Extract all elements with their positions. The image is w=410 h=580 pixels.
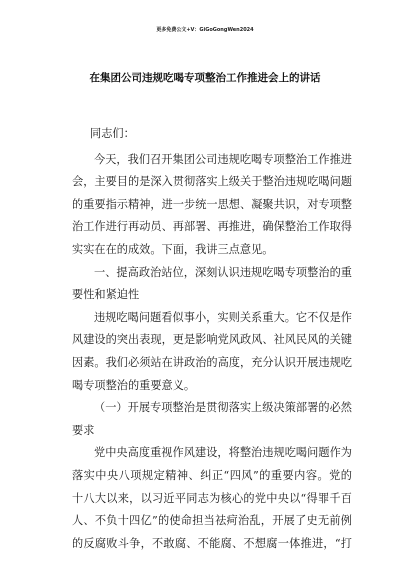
header-note: 更多免费公文+V：GiGoGongWen2024 [156,27,254,33]
text-line: 一、提高政治站位，深刻认识违规吃喝专项整治的重 [94,265,352,279]
text-line: 治工作进行再动员、再部署、再推进，确保整治工作取得 [72,220,352,234]
text-line: 要求 [72,423,95,437]
paragraph-importance [72,307,352,397]
text-line: 因素。我们必须站在讲政治的高度，充分认识开展违规吃 [72,355,352,369]
text-line: 落实中央八项规定精神、纠正“四风”的重要内容。党的 [72,468,352,482]
section-heading-1 [72,262,352,307]
paragraph-intro [72,149,352,262]
text-line: 人、不负十四亿”的使命担当祛疴治乱，开展了史无前例 [72,514,352,528]
text-line: 会，主要目的是深入贯彻落实上级关于整治违规吃喝问题 [72,175,352,189]
text-line: 党中央高度重视作风建设，将整治违规吃喝问题作为 [94,446,352,460]
text-line: 喝专项整治的重要意义。 [72,378,196,392]
text-line: 十八大以来，以习近平同志为核心的党中央以“得罪千百 [72,491,352,505]
document-title: 在集团公司违规吃喝专项整治工作推进会上的讲话 [89,72,321,84]
text-line: 违规吃喝问题看似事小，实则关系重大。它不仅是作 [94,310,352,324]
text-line: 今天，我们召开集团公司违规吃喝专项整治工作推进 [94,152,352,166]
text-line: 的重要指示精神，进一步统一思想、凝聚共识，对专项整 [72,197,352,211]
text-line: 风建设的突出表现，更是影响党风政风、社风民风的关键 [72,333,352,347]
paragraph-central-committee [72,442,352,555]
document-body [72,123,352,555]
salutation: 同志们： [90,127,135,140]
text-line: 实实在在的成效。下面，我讲三点意见。 [72,242,274,256]
subsection-heading-1 [72,397,352,442]
text-line: 要性和紧迫性 [72,288,140,302]
text-line: 的反腐败斗争，不敢腐、不能腐、不想腐一体推进，“打 [72,536,352,550]
text-line: （一）开展专项整治是贯彻落实上级决策部署的必然 [94,401,352,415]
